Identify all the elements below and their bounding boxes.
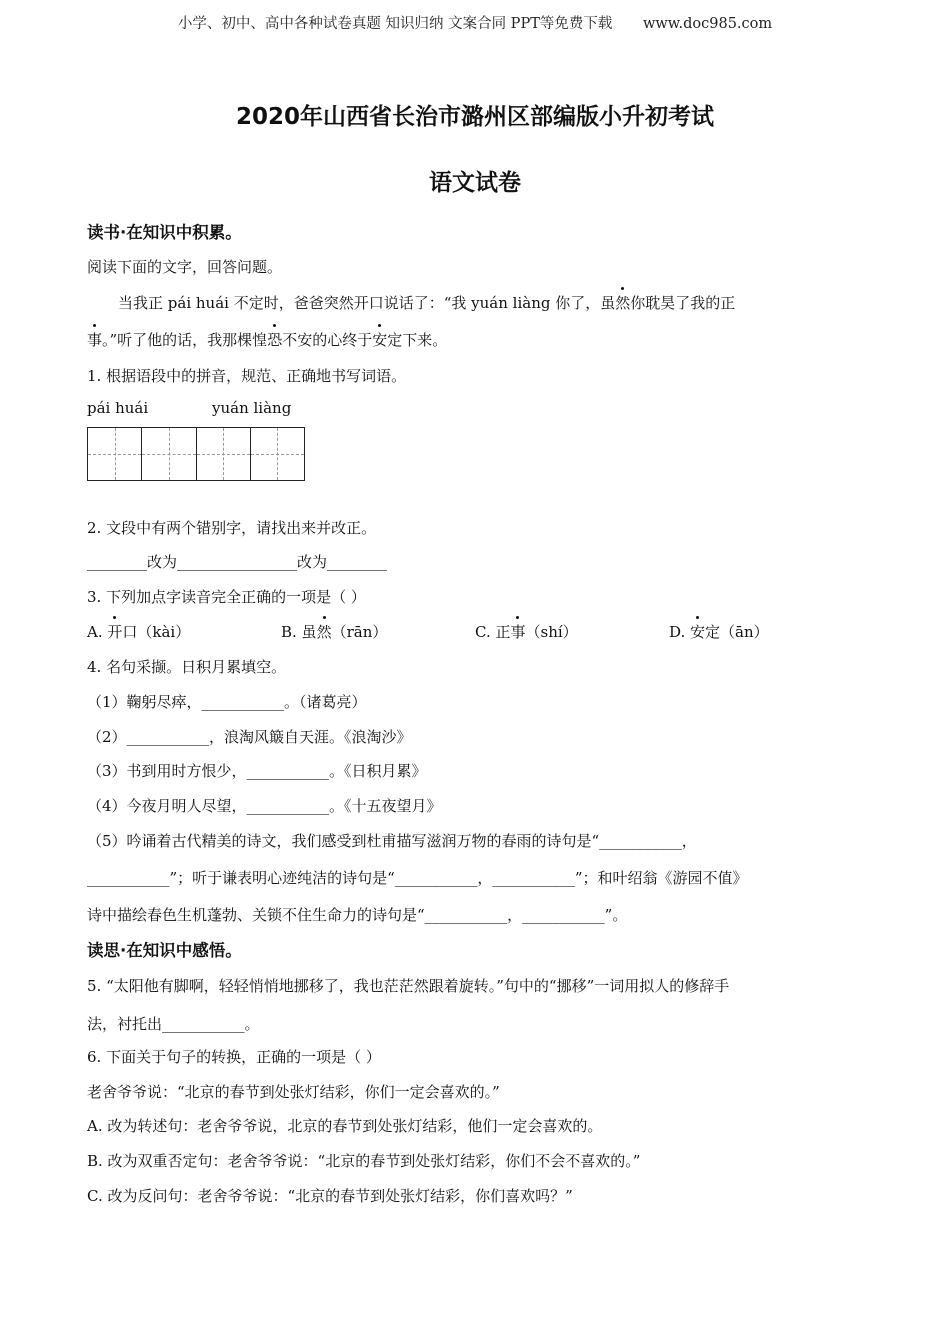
pinyin-label-2: yuán liàng <box>212 399 292 417</box>
passage-text: 你耽昊了我的正 <box>630 294 736 312</box>
dotted-char: 事 <box>87 331 103 349</box>
section1-heading: 读书·在知识中积累。 <box>87 223 242 242</box>
option-text: （shí） <box>525 623 578 641</box>
passage-line1 <box>118 292 735 313</box>
option-text: 定（ān） <box>705 623 769 641</box>
q6-option-b[interactable]: B. 改为双重否定句：老舍爷爷说：“北京的春节到处张灯结彩，你们不会不喜欢的。” <box>87 1152 641 1170</box>
q3-option-c[interactable] <box>475 621 578 642</box>
option-label: C. 正 <box>475 623 511 641</box>
dotted-char: 安 <box>690 623 706 641</box>
writing-grid[interactable] <box>87 427 305 481</box>
grid-cell[interactable] <box>251 428 304 480</box>
question-2-blanks[interactable]: ________改为________________改为________ <box>87 553 388 571</box>
question-6: 6. 下面关于句子的转换，正确的一项是（ ） <box>87 1048 381 1066</box>
question-4: 4. 名句采撷。日积月累填空。 <box>87 658 287 676</box>
q4-item[interactable]: （4）今夜月明人尽望，___________。《十五夜望月》 <box>87 797 442 815</box>
dotted-char: 开 <box>107 623 123 641</box>
q4-item[interactable]: （2）___________，浪淘风簸自天涯。《浪淘沙》 <box>87 728 412 746</box>
exam-subtitle: 语文试卷 <box>429 170 521 196</box>
q3-option-a[interactable] <box>87 621 190 642</box>
question-5-line1: 5. “太阳他有脚啊，轻轻悄悄地挪移了，我也茫茫然跟着旋转。”句中的“挪移”一词用拟人的修辞手 <box>87 977 730 995</box>
passage-line2 <box>87 329 447 350</box>
option-text: 口（kài） <box>122 623 191 641</box>
q4-item[interactable]: （1）鞠躬尽瘁，___________。（诸葛亮） <box>87 693 367 711</box>
passage-text: 不安的心终于 <box>282 331 373 349</box>
q6-quote: 老舍爷爷说：“北京的春节到处张灯结彩，你们一定会喜欢的。” <box>87 1083 500 1101</box>
option-label: A. <box>87 623 108 641</box>
option-label: D. <box>669 623 691 641</box>
section2-heading: 读思·在知识中感悟。 <box>87 941 242 960</box>
header-text: 小学、初中、高中各种试卷真题 知识归纳 文案合同 PPT等免费下载 <box>177 16 613 32</box>
q3-option-b[interactable] <box>281 621 387 642</box>
passage-text: 。”听了他的话，我那棵惶 <box>102 331 268 349</box>
passage-text: 定下来。 <box>387 331 448 349</box>
grid-cell[interactable] <box>197 428 251 480</box>
question-1: 1. 根据语段中的拼音，规范、正确地书写词语。 <box>87 367 407 385</box>
dotted-char: 恐 <box>267 331 283 349</box>
passage-text: 当我正 pái huái 不定时，爸爸突然开口说话了：“我 yuán liàng 你了，虽 <box>118 294 616 312</box>
dotted-char: 事 <box>510 623 526 641</box>
question-2: 2. 文段中有两个错别字，请找出来并改正。 <box>87 519 377 537</box>
dotted-char: 然 <box>615 294 631 312</box>
q4-item[interactable]: ___________”；听于谦表明心迹纯洁的诗句是“___________，___________”；和叶绍翁《游园不值》 <box>87 869 748 887</box>
header-url[interactable]: www.doc985.com <box>642 16 773 32</box>
grid-cell[interactable] <box>88 428 142 480</box>
section1-intro: 阅读下面的文字，回答问题。 <box>87 258 283 276</box>
q6-option-a[interactable]: A. 改为转述句：老舍爷爷说，北京的春节到处张灯结彩，他们一定会喜欢的。 <box>87 1117 603 1135</box>
dotted-char: 然 <box>316 623 332 641</box>
dotted-char: 安 <box>372 331 388 349</box>
q6-option-c[interactable]: C. 改为反问句：老舍爷爷说：“北京的春节到处张灯结彩，你们喜欢吗？” <box>87 1187 573 1205</box>
q4-item[interactable]: （3）书到用时方恨少，___________。《日积月累》 <box>87 762 427 780</box>
q4-item[interactable]: （5）吟诵着古代精美的诗文，我们感受到杜甫描写滋润万物的春雨的诗句是“___________， <box>87 832 697 850</box>
grid-cell[interactable] <box>142 428 196 480</box>
question-5-line2[interactable]: 法，衬托出___________。 <box>87 1015 260 1033</box>
q4-item[interactable]: 诗中描绘春色生机蓬勃、关锁不住生命力的诗句是“___________，___________”。 <box>87 906 628 924</box>
exam-title: 2020年山西省长治市潞州区部编版小升初考试 <box>235 104 714 130</box>
page-header <box>0 12 950 33</box>
pinyin-label-1: pái huái <box>87 399 149 417</box>
option-text: （rān） <box>331 623 388 641</box>
option-label: B. 虽 <box>281 623 317 641</box>
q3-option-d[interactable] <box>669 621 769 642</box>
question-3: 3. 下列加点字读音完全正确的一项是（ ） <box>87 588 366 606</box>
